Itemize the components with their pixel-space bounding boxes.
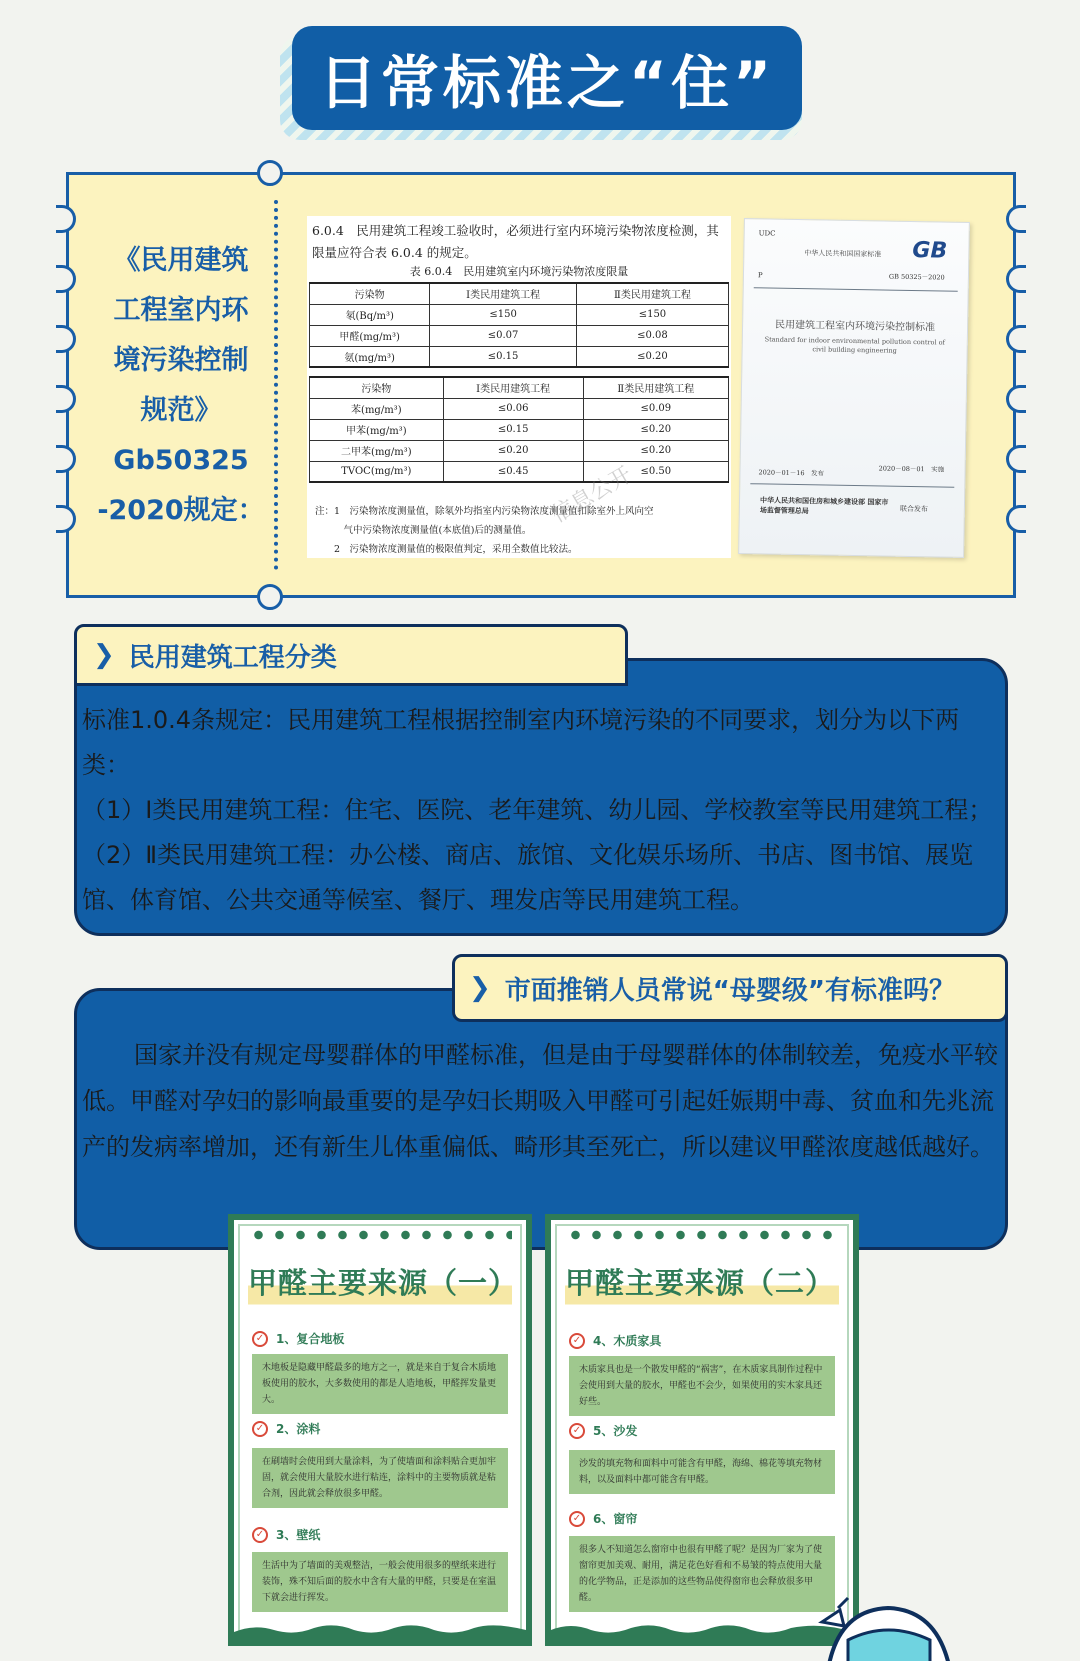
check-icon: ✓ — [252, 1421, 268, 1437]
table-row — [310, 461, 729, 482]
table-cell: ≤0.09 — [583, 398, 728, 419]
poster-title: 甲醛主要来源（一） — [248, 1256, 512, 1310]
cover-p-label: P — [757, 271, 763, 280]
source-item-heading — [569, 1422, 637, 1439]
poster-hills-decoration — [234, 1622, 526, 1640]
table-cell: ≤0.08 — [576, 325, 728, 346]
source-item-text: 木质家具也是一个散发甲醛的“祸害”，在木质家具制作过程中会使用到大量的胶水，甲醛也不会少，如果使用的实木家具还好些。 — [569, 1356, 835, 1416]
standard-book-cover — [738, 218, 970, 558]
mascot-character-icon — [818, 1580, 958, 1661]
cover-english-title: Standard for indoor environmental pollution control of civil building engineering — [764, 335, 946, 355]
ticket-scallop — [1006, 325, 1026, 353]
table-cell: ≤0.50 — [583, 461, 728, 482]
table-header-cell: 污染物 — [310, 377, 444, 398]
standard-name-line: 境污染控制 — [113, 345, 249, 376]
check-icon: ✓ — [569, 1333, 585, 1349]
classification-paragraph: （2）Ⅱ类民用建筑工程：办公楼、商店、旅馆、文化娱乐场所、书店、图书馆、展览馆、体育馆、公共交通等候室、餐厅、理发店等民用建筑工程。 — [82, 841, 974, 914]
classification-text — [82, 698, 1004, 923]
standard-name-text — [96, 236, 266, 536]
table-cell: ≤150 — [576, 304, 728, 325]
source-item-text: 沙发的填充物和面料中可能含有甲醛，海绵、棉花等填充物材料，以及面料中都可能含有甲醛。 — [569, 1450, 835, 1494]
table-cell: TVOC(mg/m³) — [310, 461, 444, 482]
poster-hills-decoration — [551, 1622, 853, 1640]
standard-name-line: 规范》 — [140, 395, 222, 426]
ticket-dotted-divider — [274, 200, 278, 570]
maternal-standard-text: 国家并没有规定母婴群体的甲醛标准，但是由于母婴群体的体制较差，免疫水平较低。甲醛对孕妇的影响最重要的是孕妇长期吸入甲醛可引起妊娠期中毒、贫血和先兆流产的发病率增加，还有新生儿体重偏低、畸形其至死亡，所以建议甲醛浓度越低越好。 — [82, 1041, 998, 1161]
cover-issue-date: 2020－01－16 发布 — [758, 468, 825, 478]
scan-watermark: 信息公开 — [547, 462, 637, 529]
source-item-text: 很多人不知道怎么窗帘中也很有甲醛了呢？是因为厂家为了使窗帘更加美观、耐用，满足花色好看和不易皱的特点使用大量的化学物品，正是添加的这些物品使得窗帘也会释放很多甲醛。 — [569, 1536, 835, 1612]
standard-name-line: 《民用建筑 — [113, 245, 249, 276]
table-header-cell: Ⅰ类民用建筑工程 — [443, 377, 583, 398]
table-cell: 氨(mg/m³) — [310, 346, 430, 367]
table-row — [310, 440, 729, 461]
source-item-heading — [252, 1420, 320, 1437]
formaldehyde-sources-poster-1 — [228, 1214, 532, 1646]
source-item-title: 3、壁纸 — [276, 1528, 321, 1542]
ticket-scallop — [1006, 265, 1026, 293]
standard-name-line: Gb50325 — [113, 445, 249, 476]
source-item-title: 1、复合地板 — [276, 1332, 345, 1346]
ticket-scallop — [1006, 205, 1026, 233]
chevron-right-icon: ❯ — [469, 973, 491, 1003]
ticket-scallop — [1006, 505, 1026, 533]
scan-note-line: 2 污染物浓度测量值的极限值判定，采用全数值比较法。 — [315, 544, 578, 555]
limits-table-2 — [309, 376, 729, 483]
ticket-notch-bottom — [257, 584, 283, 610]
cover-divider — [750, 483, 954, 488]
table-row — [310, 325, 729, 346]
cover-divider — [754, 287, 958, 292]
source-item-heading — [569, 1332, 661, 1349]
limits-table-scan — [307, 216, 731, 558]
table-header-cell: 污染物 — [310, 283, 430, 304]
scan-notes — [315, 502, 727, 559]
table-cell: ≤0.20 — [583, 440, 728, 461]
table-cell: ≤0.15 — [430, 346, 577, 367]
maternal-standard-tab-label: 市面推销人员常说“母婴级”有标准吗？ — [504, 975, 955, 1006]
standard-name-line: -2020规定： — [97, 495, 265, 526]
table-row — [310, 419, 729, 440]
limits-table-1 — [309, 282, 729, 368]
table-cell: 氡(Bq/m³) — [310, 304, 430, 325]
scan-intro-text: 6.0.4 民用建筑工程竣工验收时，必须进行室内环境污染物浓度检测，其限量应符合表 6.0.4 的规定。 — [312, 223, 719, 260]
table-cell: ≤0.07 — [430, 325, 577, 346]
table-row — [310, 304, 729, 325]
ticket-notch-top — [257, 160, 283, 186]
cover-standard-code: GB 50325－2020 — [888, 272, 945, 282]
chevron-right-icon: ❯ — [93, 640, 115, 670]
maternal-standard-tab — [452, 954, 1008, 1022]
poster-dots-decoration — [565, 1230, 839, 1240]
classification-paragraph: 标准1.0.4条规定：民用建筑工程根据控制室内环境污染的不同要求，划分为以下两类： — [82, 706, 960, 779]
scan-table-caption: 表 6.0.4 民用建筑室内环境污染物浓度限量 — [409, 265, 629, 278]
table-cell: 二甲苯(mg/m³) — [310, 440, 444, 461]
table-cell: 甲醛(mg/m³) — [310, 325, 430, 346]
source-item-title: 6、窗帘 — [593, 1512, 638, 1526]
source-item-text: 在刷墙时会使用到大量涂料，为了使墙面和涂料贴合更加牢固，就会使用大量胶水进行粘连，涂料中的主要物质就是粘合剂，因此就会释放很多甲醛。 — [252, 1448, 508, 1508]
table-cell: 苯(mg/m³) — [310, 398, 444, 419]
cover-publisher: 中华人民共和国住房和城乡建设部 国家市场监督管理总局 — [759, 495, 889, 516]
table-row — [310, 398, 729, 419]
source-item-text: 生活中为了墙面的美观整洁，一般会使用很多的壁纸来进行装饰，殊不知后面的胶水中含有大量的甲醛，只要是在室温下就会进行挥发。 — [252, 1552, 508, 1612]
classification-tab — [74, 624, 628, 686]
table-cell: ≤0.06 — [443, 398, 583, 419]
poster-title: 甲醛主要来源（二） — [565, 1256, 839, 1310]
check-icon: ✓ — [569, 1423, 585, 1439]
table-row — [310, 346, 729, 367]
table-cell: ≤0.20 — [576, 346, 728, 367]
table-header-cell: Ⅰ类民用建筑工程 — [430, 283, 577, 304]
table-cell: 甲苯(mg/m³) — [310, 419, 444, 440]
source-item-heading — [252, 1526, 320, 1543]
page-title: 日常标准之“住” — [292, 26, 802, 130]
formaldehyde-sources-poster-2 — [545, 1214, 859, 1646]
cover-joint-label: 联合发布 — [899, 504, 928, 514]
source-item-title: 5、沙发 — [593, 1424, 638, 1438]
scan-note-line: 气中污染物浓度测量值(本底值)后的测量值。 — [315, 525, 532, 536]
source-item-heading — [252, 1330, 344, 1347]
cover-udc-label: UDC — [758, 229, 776, 238]
source-item-heading — [569, 1510, 637, 1527]
cover-implement-date: 2020－08－01 实施 — [878, 464, 945, 474]
scan-note-line: 注：1 污染物浓度测量值，除氡外均指室内污染物浓度测量值扣除室外上风向空 — [315, 506, 654, 517]
source-item-text: 木地板是隐藏甲醛最多的地方之一，就是来自于复合木质地板使用的胶水，大多数使用的都是人造地板，甲醛挥发量更大。 — [252, 1354, 508, 1414]
standard-name-line: 工程室内环 — [113, 295, 249, 326]
table-cell: ≤0.20 — [443, 440, 583, 461]
cover-org-label: 中华人民共和国国家标准 — [804, 249, 882, 259]
table-header-cell: Ⅱ类民用建筑工程 — [576, 283, 728, 304]
ticket-scallop — [1006, 445, 1026, 473]
source-item-title: 2、涂料 — [276, 1422, 321, 1436]
table-cell: ≤0.15 — [443, 419, 583, 440]
table-cell: ≤0.45 — [443, 461, 583, 482]
classification-paragraph: （1）Ⅰ类民用建筑工程：住宅、医院、老年建筑、幼儿园、学校教室等民用建筑工程； — [82, 796, 993, 824]
table-cell: ≤0.20 — [583, 419, 728, 440]
check-icon: ✓ — [252, 1527, 268, 1543]
classification-tab-label: 民用建筑工程分类 — [128, 642, 337, 673]
table-header-cell: Ⅱ类民用建筑工程 — [583, 377, 728, 398]
source-item-title: 4、木质家具 — [593, 1334, 662, 1348]
table-cell: ≤150 — [430, 304, 577, 325]
check-icon: ✓ — [569, 1511, 585, 1527]
gb-logo-icon: GB — [912, 238, 948, 264]
cover-title: 民用建筑工程室内环境污染控制标准 — [774, 319, 936, 334]
ticket-scallop — [1006, 385, 1026, 413]
check-icon: ✓ — [252, 1331, 268, 1347]
poster-dots-decoration — [248, 1230, 512, 1240]
